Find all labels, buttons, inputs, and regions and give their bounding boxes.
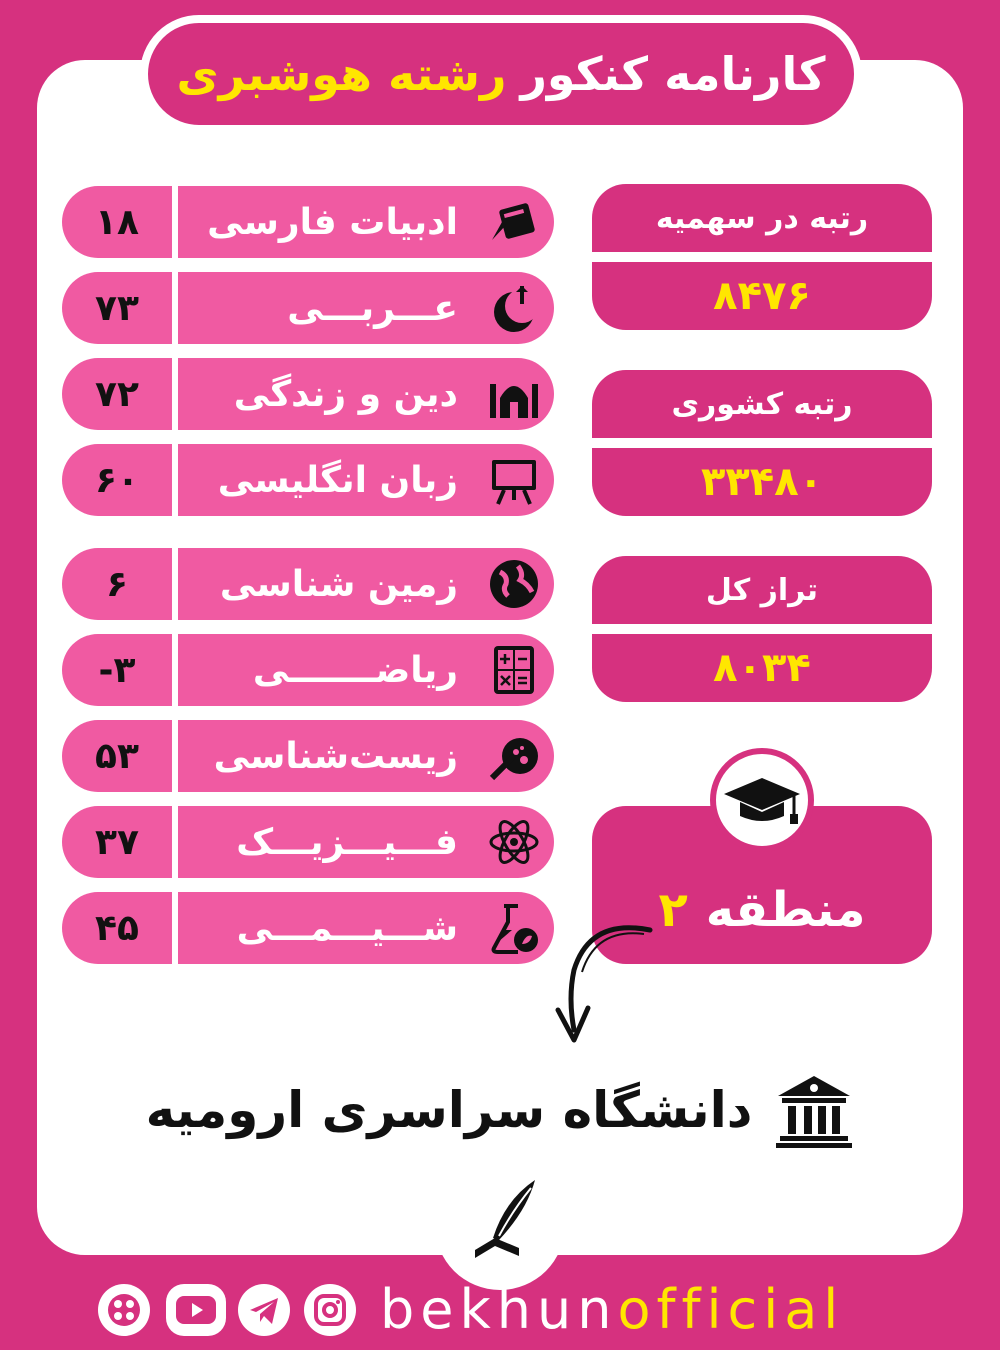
page-title — [140, 15, 862, 133]
mosque-icon — [488, 368, 540, 420]
region-number: ۲ — [658, 882, 688, 938]
subject-row-mathematics — [62, 634, 554, 706]
curved-arrow-icon — [540, 920, 660, 1050]
subject-name: عـــربـــی — [287, 287, 458, 329]
subject-row-english — [62, 444, 554, 516]
title-main: کارنامه کنکور — [520, 47, 826, 101]
atom-icon — [488, 816, 540, 868]
subject-name: دین و زندگی — [233, 373, 458, 415]
brand-handle[interactable] — [380, 1272, 844, 1346]
subject-row-arabic — [62, 272, 554, 344]
subject-name: ادبیات فارسی — [207, 201, 458, 243]
total-score-value: ۸۰۳۴ — [592, 634, 932, 702]
aparat-icon[interactable] — [98, 1284, 150, 1336]
subject-score: ۵۳ — [95, 735, 139, 777]
subject-name: ریاضـــــــی — [252, 649, 458, 691]
subject-row-persian-literature — [62, 186, 554, 258]
total-score-label: تراز کل — [592, 556, 932, 624]
quota-rank-value: ۸۴۷۶ — [592, 262, 932, 330]
graduation-cap-icon — [716, 754, 808, 846]
subject-name: زمین شناسی — [219, 563, 458, 605]
subject-row-geology — [62, 548, 554, 620]
national-rank-label: رتبه کشوری — [592, 370, 932, 438]
telegram-icon[interactable] — [238, 1284, 290, 1336]
instagram-icon[interactable] — [304, 1284, 356, 1336]
brand-part-2: official — [617, 1277, 845, 1341]
crescent-icon — [488, 282, 540, 334]
university-building-icon — [774, 1070, 854, 1150]
logo-badge — [435, 1160, 565, 1290]
quota-rank-label: رتبه در سهمیه — [592, 184, 932, 252]
subject-score: ۶۰ — [95, 459, 139, 501]
abc-board-icon — [488, 454, 540, 506]
title-highlight: رشته هوشبری — [176, 47, 507, 101]
feather-book-logo-icon — [435, 1160, 565, 1290]
subject-name: شـــیـــمـــی — [236, 907, 458, 949]
region-badge — [710, 748, 814, 852]
subject-row-biology — [62, 720, 554, 792]
flask-icon — [488, 902, 540, 954]
subject-score: ۴۵ — [95, 907, 139, 949]
subject-row-chemistry — [62, 892, 554, 964]
subject-score: ۷۳ — [95, 287, 139, 329]
microscope-icon — [488, 730, 540, 782]
national-rank-value: ۳۳۴۸۰ — [592, 448, 932, 516]
globe-icon — [488, 558, 540, 610]
subject-row-physics — [62, 806, 554, 878]
book-pen-icon — [488, 196, 540, 248]
brand-part-1: bekhun — [380, 1277, 618, 1341]
subject-name: زیست‌شناسی — [213, 735, 458, 777]
subject-name: زبان انگلیسی — [217, 459, 458, 501]
calculator-icon — [488, 644, 540, 696]
subject-name: فـــیـــزیـــک — [236, 821, 458, 863]
region-label: منطقه — [705, 882, 866, 938]
university-name — [60, 1060, 940, 1160]
subject-row-religion — [62, 358, 554, 430]
university-text: دانشگاه سراسری ارومیه — [145, 1081, 753, 1139]
youtube-icon[interactable] — [166, 1284, 226, 1336]
subject-score: ۷۲ — [95, 373, 139, 415]
subject-score: ۶ — [106, 563, 128, 605]
subject-score: ۳۷ — [95, 821, 139, 863]
subject-score: -۳ — [98, 649, 136, 691]
subject-score: ۱۸ — [95, 201, 139, 243]
